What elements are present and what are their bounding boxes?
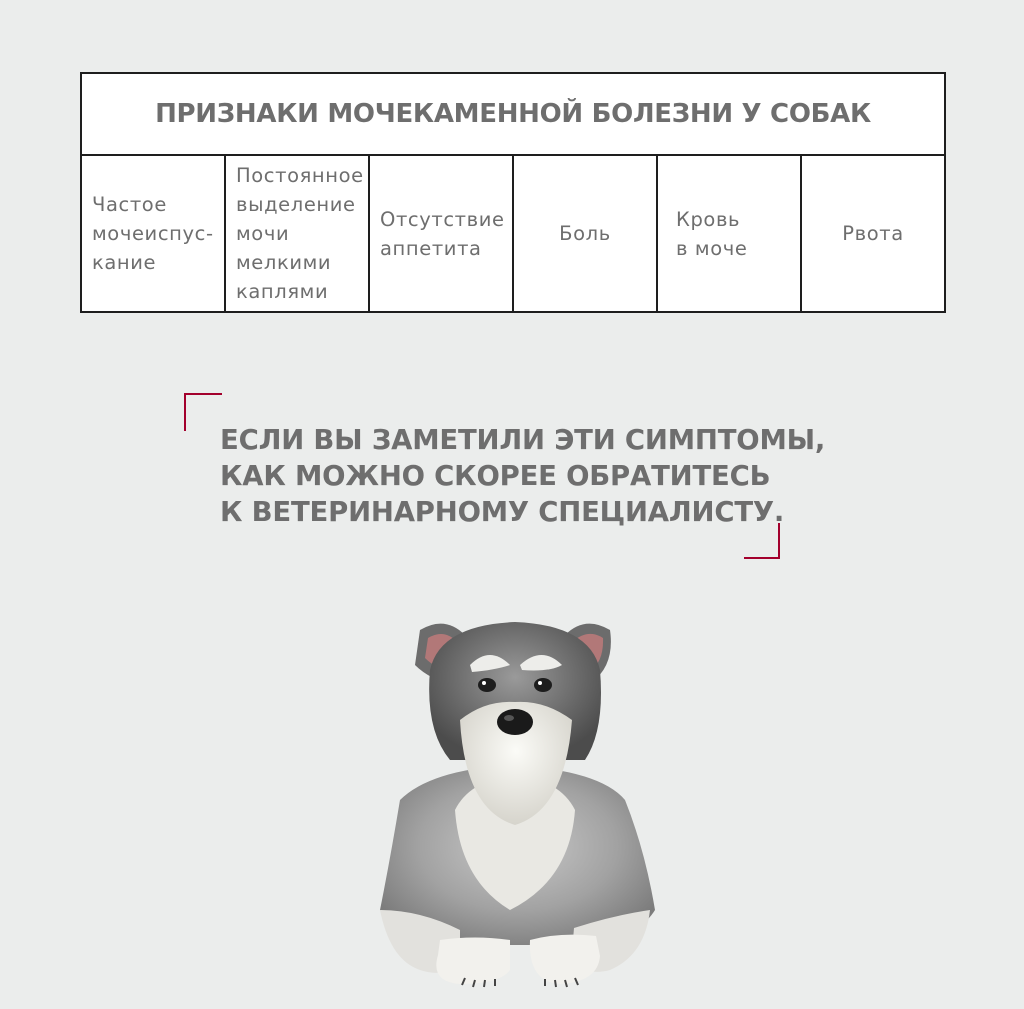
symptom-frequent-urination: Частое мочеиспус- кание [82, 156, 226, 311]
corner-bracket-top-left [184, 393, 222, 431]
corner-bracket-bottom-right [744, 523, 780, 559]
callout-line-1: ЕСЛИ ВЫ ЗАМЕТИЛИ ЭТИ СИМПТОМЫ, [220, 424, 826, 456]
symptoms-row [82, 156, 944, 311]
symptom-blood-in-urine: Кровь в моче [658, 156, 802, 311]
symptom-no-appetite: Отсутствие аппетита [370, 156, 514, 311]
symptom-pain: Боль [514, 156, 658, 311]
callout-line-3: К ВЕТЕРИНАРНОМУ СПЕЦИАЛИСТУ. [220, 496, 785, 528]
callout-line-2: КАК МОЖНО СКОРЕЕ ОБРАТИТЕСЬ [220, 460, 771, 492]
vet-advice-callout [220, 422, 825, 530]
symptoms-table [80, 72, 946, 313]
symptom-dribbling: Постоянное выделение мочи мелкими каплями [226, 156, 370, 311]
schnauzer-dog-illustration [360, 610, 670, 990]
symptom-vomiting: Рвота [842, 222, 904, 245]
table-title: ПРИЗНАКИ МОЧЕКАМЕННОЙ БОЛЕЗНИ У СОБАК [82, 74, 944, 156]
